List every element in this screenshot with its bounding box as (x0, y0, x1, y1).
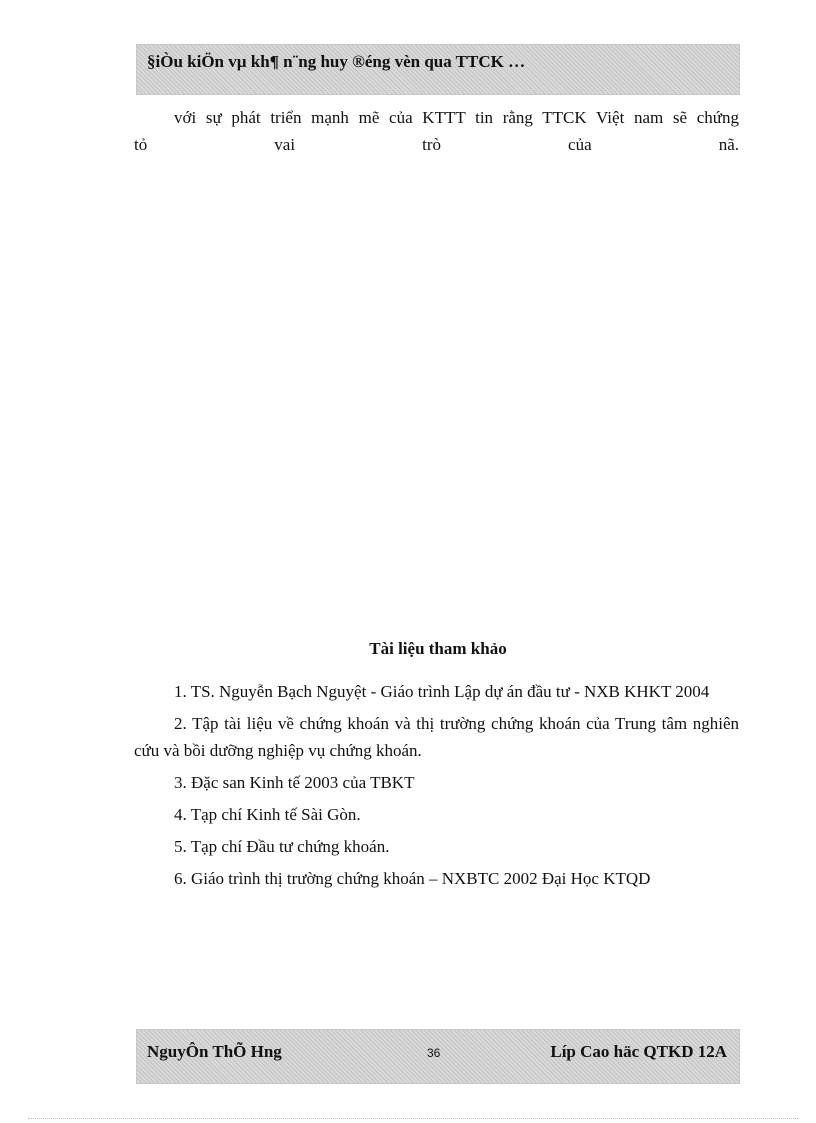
intro-line-2 (134, 131, 739, 158)
intro-paragraph (134, 104, 739, 158)
references-list (134, 678, 739, 897)
reference-item: 5. Tạp chí Đầu tư chứng khoán. (174, 837, 390, 856)
footer-class: Líp Cao häc QTKD 12A (550, 1042, 727, 1061)
page-footer (136, 1029, 740, 1084)
bottom-divider (28, 1118, 798, 1119)
intro-word: trò (422, 135, 441, 154)
footer-author: NguyÔn ThÕ Hng (147, 1042, 282, 1061)
references-heading: Tài liệu tham khảo (369, 639, 507, 658)
reference-item: 6. Giáo trình thị trường chứng khoán – NXBTC 2002 Đại Học KTQD (174, 869, 651, 888)
intro-word: vai (274, 135, 296, 154)
reference-item: 2. Tập tài liệu về chứng khoán và thị trường chứng khoán của Trung tâm nghiên cứu và bồi dưỡng nghiệp vụ chứng khoán. (134, 714, 739, 760)
reference-item: 3. Đặc san Kinh tế 2003 của TBKT (174, 773, 415, 792)
intro-word: tỏ (134, 135, 148, 154)
page-header (136, 44, 740, 95)
header-title: §iÒu kiÖn vµ kh¶ n¨ng huy ®éng vèn qua TTCK … (147, 52, 526, 71)
reference-item: 4. Tạp chí Kinh tế Sài Gòn. (174, 805, 361, 824)
reference-item: 1. TS. Nguyễn Bạch Nguyệt - Giáo trình Lập dự án đầu tư - NXB KHKT 2004 (174, 682, 710, 701)
footer-page-number: 36 (427, 1046, 441, 1060)
intro-word: nã. (718, 135, 739, 154)
intro-word: của (568, 135, 592, 154)
intro-line-1: với sự phát triển mạnh mẽ của KTTT tin rằng TTCK Việt nam sẽ chứng (174, 108, 739, 127)
